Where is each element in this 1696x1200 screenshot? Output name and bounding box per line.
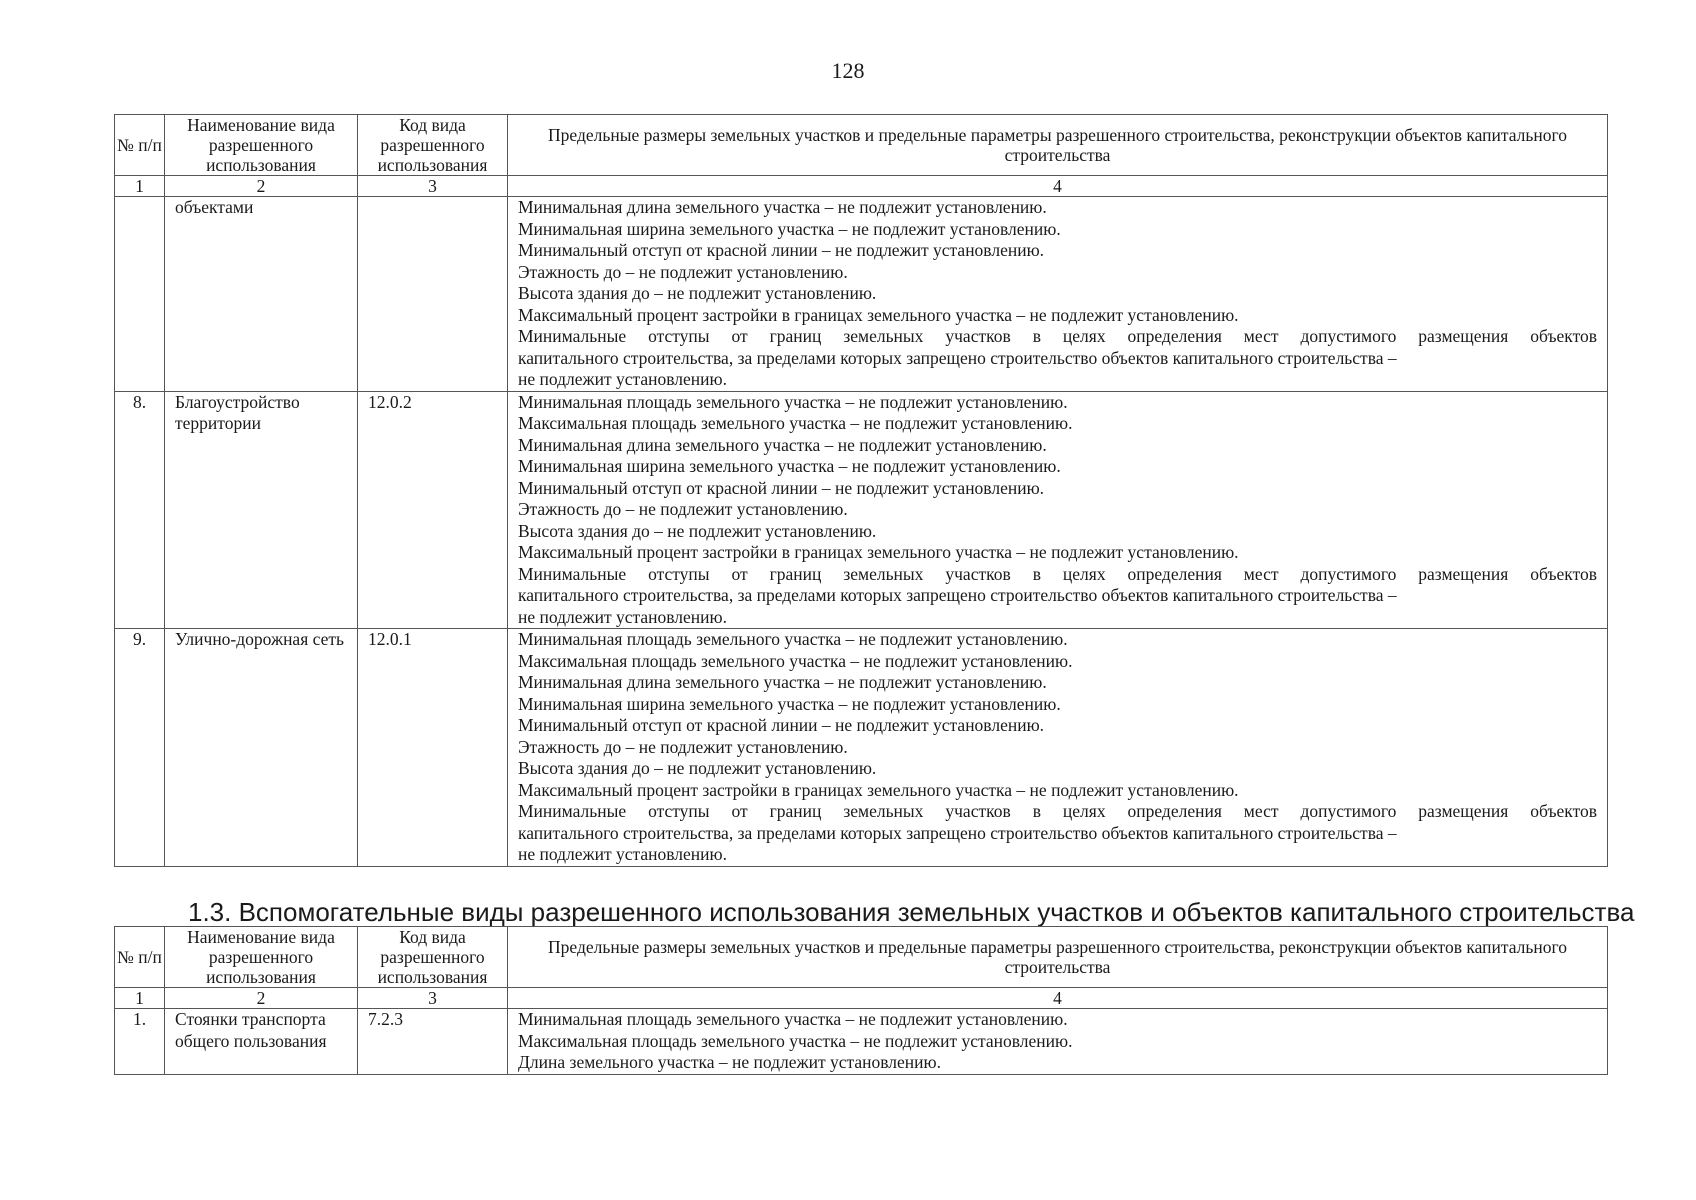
table-header-row [115, 115, 1608, 176]
parameter-line: Этажность до – не подлежит установлению. [518, 499, 848, 519]
header-use-name: Наименование вида разрешенного использования [165, 115, 358, 176]
table-row-continued [115, 197, 1608, 392]
parameter-line: Минимальные отступы от границ земельных участков в целях определения мест допустимого размещения объектов [518, 801, 1597, 821]
parameter-line: Минимальная площадь земельного участка – не подлежит установлению. [518, 391, 1068, 412]
land-use-table-main [114, 114, 1608, 867]
header-parameters: Предельные размеры земельных участков и предельные параметры разрешенного строительства, реконструкции объектов капитального строительства [508, 115, 1608, 176]
parameter-line: Максимальный процент застройки в границах земельного участка – не подлежит установлению. [518, 304, 1239, 325]
page-number: 128 [831, 58, 865, 83]
parameter-line: Минимальная длина земельного участка – не подлежит установлению. [518, 672, 1047, 692]
parameter-line: не подлежит установлению. [518, 369, 727, 389]
parameter-line: капитального строительства, за пределами которых запрещено строительство объектов капитального строительства – [518, 585, 1397, 605]
parameter-line: капитального строительства, за пределами которых запрещено строительство объектов капитального строительства – [518, 347, 1397, 368]
column-number: 2 [165, 176, 358, 197]
row-number: 8. [115, 391, 165, 629]
parameter-line: Максимальный процент застройки в границах земельного участка – не подлежит установлению. [518, 779, 1239, 800]
header-number: № п/п [115, 115, 165, 176]
use-code [358, 197, 508, 392]
land-use-table-auxiliary [114, 926, 1608, 1075]
column-number: 1 [115, 176, 165, 197]
table-row-9 [115, 629, 1608, 867]
parameter-line: Минимальные отступы от границ земельных участков в целях определения мест допустимого размещения объектов [518, 326, 1597, 346]
parameter-line: не подлежит установлению. [518, 844, 727, 864]
header-use-name: Наименование вида разрешенного использования [165, 927, 358, 988]
parameter-line: Высота здания до – не подлежит установлению. [518, 283, 877, 303]
parameter-line: Минимальный отступ от красной линии – не подлежит установлению. [518, 715, 1045, 735]
use-code: 12.0.1 [358, 629, 508, 867]
use-parameters [508, 391, 1608, 629]
row-number [115, 197, 165, 392]
table-row-1 [115, 1009, 1608, 1075]
use-parameters [508, 197, 1608, 392]
parameter-line: Минимальная площадь земельного участка – не подлежит установлению. [518, 629, 1068, 649]
column-number: 3 [358, 988, 508, 1009]
parameter-line: Максимальный процент застройки в границах земельного участка – не подлежит установлению. [518, 542, 1239, 562]
parameter-line: Максимальная площадь земельного участка – не подлежит установлению. [518, 1030, 1073, 1051]
use-parameters [508, 629, 1608, 867]
use-name: Стоянки транспорта общего пользования [165, 1009, 358, 1075]
header-parameters: Предельные размеры земельных участков и предельные параметры разрешенного строительства, реконструкции объектов капитального строительства [508, 927, 1608, 988]
parameter-line: Этажность до – не подлежит установлению. [518, 736, 848, 757]
use-code: 7.2.3 [358, 1009, 508, 1075]
parameter-line: Высота здания до – не подлежит установлению. [518, 520, 877, 541]
parameter-line: Минимальный отступ от красной линии – не подлежит установлению. [518, 477, 1045, 498]
use-parameters [508, 1009, 1608, 1075]
column-number: 3 [358, 176, 508, 197]
parameter-line: Минимальная длина земельного участка – не подлежит установлению. [518, 197, 1047, 217]
use-name: объектами [165, 197, 358, 392]
use-name: Улично-дорожная сеть [165, 629, 358, 867]
table-header-row [115, 927, 1608, 988]
parameter-line: Минимальная ширина земельного участка – не подлежит установлению. [518, 456, 1061, 476]
parameter-line: Высота здания до – не подлежит установлению. [518, 758, 877, 778]
header-number: № п/п [115, 927, 165, 988]
column-number: 4 [508, 988, 1608, 1009]
header-use-code: Код вида разрешенного использования [358, 927, 508, 988]
column-number: 2 [165, 988, 358, 1009]
use-code: 12.0.2 [358, 391, 508, 629]
parameter-line: Минимальная длина земельного участка – не подлежит установлению. [518, 434, 1047, 455]
parameter-line: не подлежит установлению. [518, 606, 727, 627]
row-number: 9. [115, 629, 165, 867]
use-name: Благоустройство территории [165, 391, 358, 629]
parameter-line: Минимальные отступы от границ земельных участков в целях определения мест допустимого размещения объектов [518, 563, 1597, 584]
parameter-line: Этажность до – не подлежит установлению. [518, 261, 848, 282]
header-use-code: Код вида разрешенного использования [358, 115, 508, 176]
parameter-line: Минимальный отступ от красной линии – не подлежит установлению. [518, 240, 1045, 260]
parameter-line: Минимальная ширина земельного участка – не подлежит установлению. [518, 693, 1061, 714]
parameter-line: Минимальная площадь земельного участка – не подлежит установлению. [518, 1009, 1068, 1029]
column-number-row [115, 988, 1608, 1009]
parameter-line: капитального строительства, за пределами которых запрещено строительство объектов капитального строительства – [518, 822, 1397, 843]
row-number: 1. [115, 1009, 165, 1075]
parameter-line: Длина земельного участка – не подлежит установлению. [518, 1052, 941, 1072]
table-row-8 [115, 391, 1608, 629]
column-number-row [115, 176, 1608, 197]
parameter-line: Максимальная площадь земельного участка – не подлежит установлению. [518, 650, 1073, 671]
section-heading: 1.3. Вспомогательные виды разрешенного использования земельных участков и объектов капитального строительства [188, 897, 1635, 927]
column-number: 1 [115, 988, 165, 1009]
parameter-line: Максимальная площадь земельного участка – не подлежит установлению. [518, 413, 1073, 433]
column-number: 4 [508, 176, 1608, 197]
parameter-line: Минимальная ширина земельного участка – не подлежит установлению. [518, 218, 1061, 239]
